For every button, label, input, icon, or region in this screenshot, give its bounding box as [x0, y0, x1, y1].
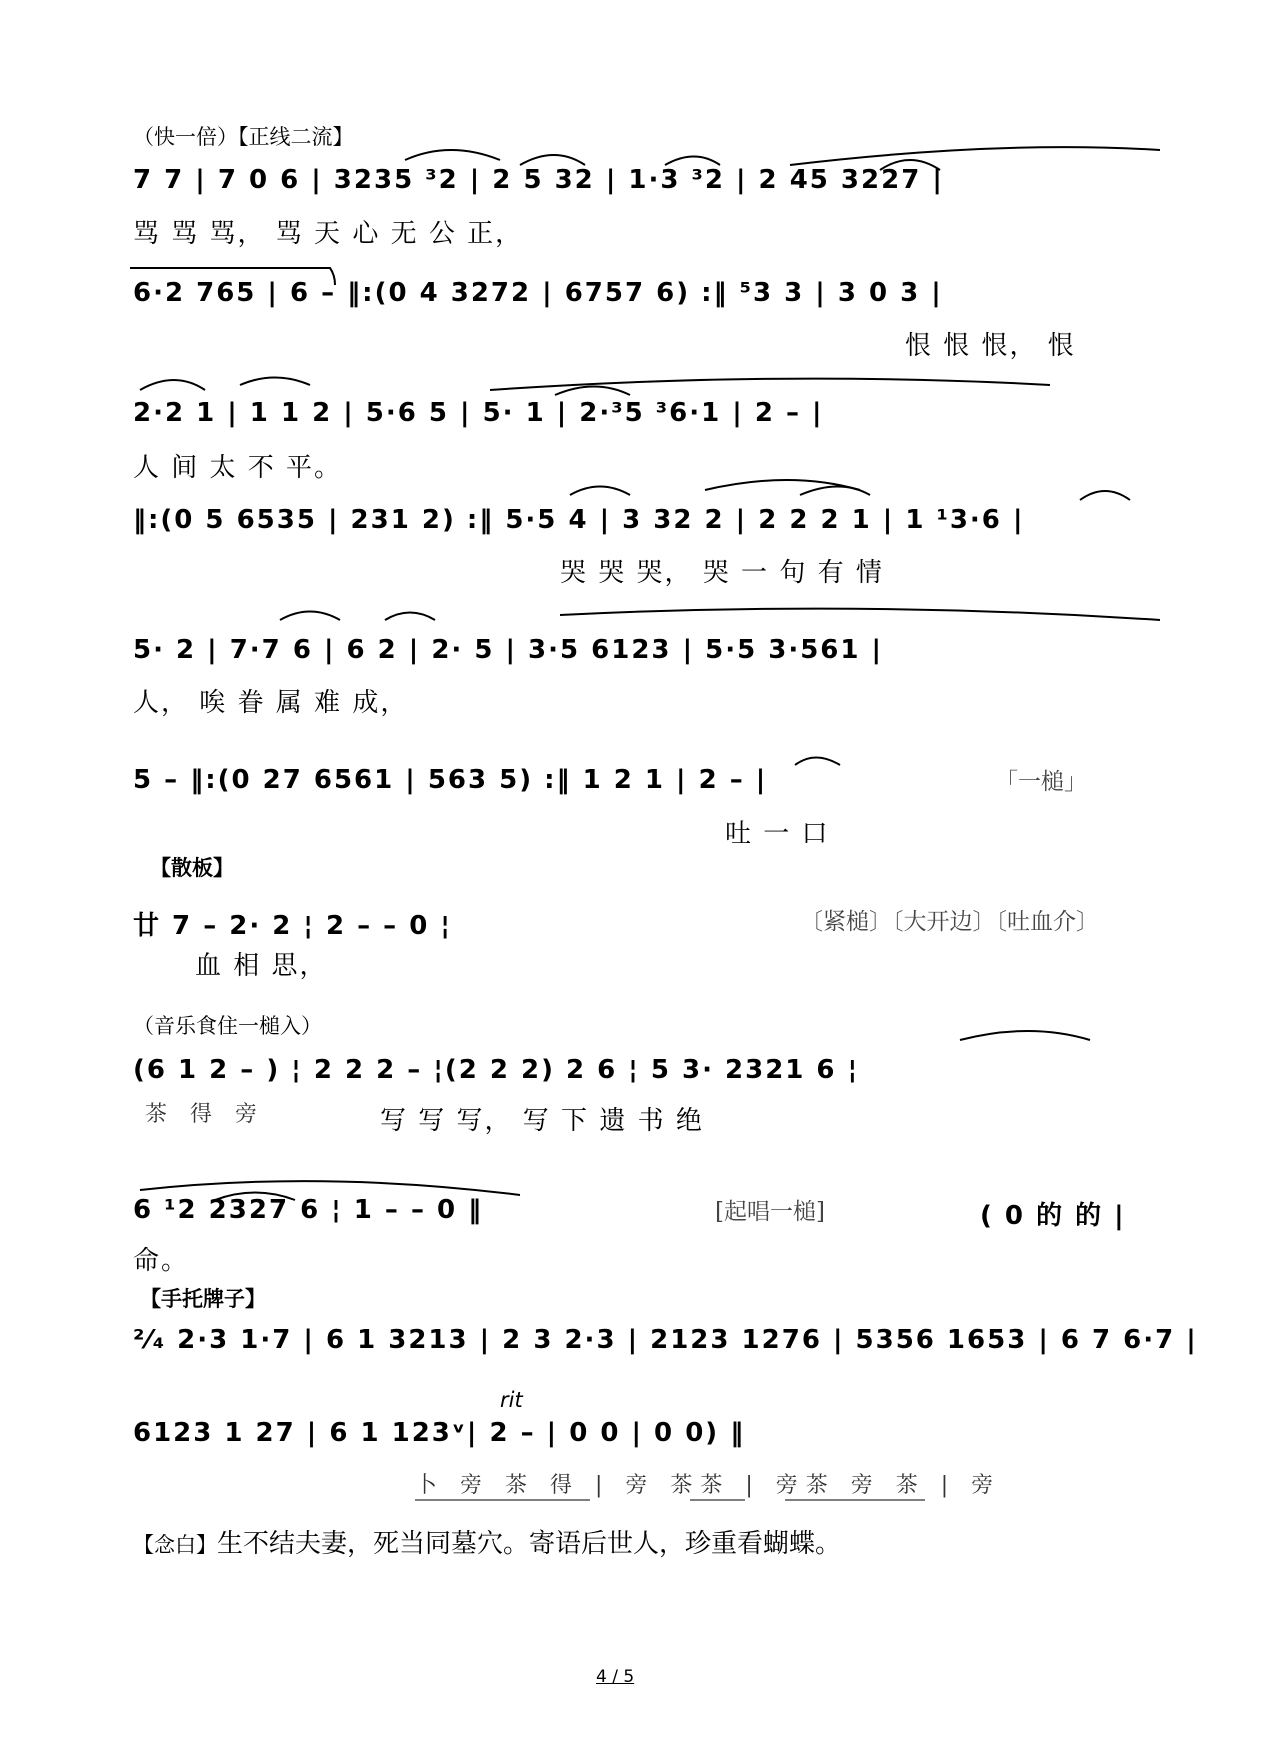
slur — [280, 612, 340, 621]
slur — [520, 155, 585, 165]
speech-text: 生不结夫妻，死当同墓穴。寄语后世人，珍重看蝴蝶。 — [217, 1529, 842, 1559]
staff-8-percussion-lyrics: 茶 得 旁 — [145, 1102, 265, 1127]
section-sanban: 【散板】 — [150, 856, 234, 880]
staff-6-notes: 5 – ‖:(0 27 6561 | 563 5) :‖ 1 2 1 | 2 – | — [133, 765, 768, 795]
tie — [790, 147, 1160, 165]
tempo-note: （快一倍）【正线二流】 — [133, 125, 354, 149]
staff-11-notes: 6123 1 27 | 6 1 123ᵛ| 2 – | 0 0 | 0 0) ‖ — [133, 1418, 746, 1448]
slur — [140, 380, 205, 390]
slur — [555, 387, 630, 396]
slur — [705, 480, 860, 490]
staff-8-notes: (6 1 2 – ) ¦ 2 2 2 – ¦(2 2 2) 2 6 ¦ 5 3· 2321 6 ¦ — [133, 1055, 860, 1085]
staff-11-percussion-lyrics: 卜 旁 茶 得 | 旁 茶茶 | 旁茶 旁 茶 | 旁 — [415, 1473, 1002, 1498]
staff-7-lyrics: 血 相 思， — [195, 951, 328, 981]
section-shoutuo: 【手托牌子】 — [140, 1287, 266, 1311]
staff-10-notes: ²⁄₄ 2·3 1·7 | 6 1 3213 | 2 3 2·3 | 2123 1276 | 5356 1653 | 6 7 6·7 | — [133, 1325, 1198, 1355]
staff-7-notes: 廿 7 – 2· 2 ¦ 2 – – 0 ¦ — [133, 911, 452, 941]
slur — [240, 378, 310, 386]
staff-2-lyrics: 恨 恨 恨， 恨 — [905, 331, 1076, 361]
slur — [385, 613, 435, 621]
rit-marking: rit — [500, 1388, 523, 1412]
staff-9-lyrics: 命。 — [133, 1246, 190, 1276]
staff-5-lyrics: 人， 唉 眷 属 难 成， — [133, 688, 409, 718]
staff-1-lyrics: 骂 骂 骂， 骂 天 心 无 公 正， — [133, 219, 524, 249]
staff-4-notes: ‖:(0 5 6535 | 231 2) :‖ 5·5 4 | 3 32 2 | 2 2 2 1 | 1 ¹3·6 | — [133, 505, 1025, 535]
tie — [560, 609, 1160, 620]
staff-9-notes: 6 ¹2 2327 6 ¦ 1 – – 0 ‖ — [133, 1195, 484, 1225]
tie — [140, 1181, 520, 1195]
staff-5-notes: 5· 2 | 7·7 6 | 6 2 | 2· 5 | 3·5 6123 | 5·5 3·561 | — [133, 635, 884, 665]
music-note: （音乐食住一槌入） — [133, 1014, 322, 1038]
staff-6-lyrics: 吐 一 口 — [725, 819, 830, 849]
staff-9-tail: ( 0 的 的 | — [980, 1201, 1126, 1231]
page-number: 4 / 5 — [596, 1667, 635, 1687]
staff-9-percussion: [起唱一槌] — [715, 1199, 825, 1225]
slur — [405, 150, 500, 160]
slur — [960, 1031, 1090, 1040]
slur — [795, 758, 840, 766]
staff-3-notes: 2·2 1 | 1 1 2 | 5·6 5 | 5· 1 | 2·³5 ³6·1 | 2 – | — [133, 398, 824, 428]
staff-1-notes: 7 7 | 7 0 6 | 3235 ³2 | 2 5 32 | 1·3 ³2 | 2 45 3227 | — [133, 165, 944, 195]
staff-7-percussion: 〔紧槌〕〔大开边〕〔吐血介〕 — [800, 909, 1099, 935]
slur — [800, 487, 870, 496]
tie — [490, 379, 1050, 390]
staff-4-lyrics: 哭 哭 哭， 哭 一 句 有 情 — [560, 558, 884, 588]
slur — [570, 487, 630, 496]
staff-2-notes: 6·2 765 | 6 – ‖:(0 4 3272 | 6757 6) :‖ ⁵3 3 | 3 0 3 | — [133, 278, 943, 308]
staff-6-percussion: 「一槌」 — [995, 769, 1087, 795]
speech-line — [133, 1523, 841, 1560]
slur — [665, 157, 720, 166]
speech-label: 【念白】 — [133, 1533, 217, 1557]
staff-8-lyrics: 写 写 写， 写 下 遗 书 绝 — [380, 1106, 704, 1136]
staff-3-lyrics: 人 间 太 不 平。 — [133, 453, 343, 483]
slur — [1080, 491, 1130, 500]
